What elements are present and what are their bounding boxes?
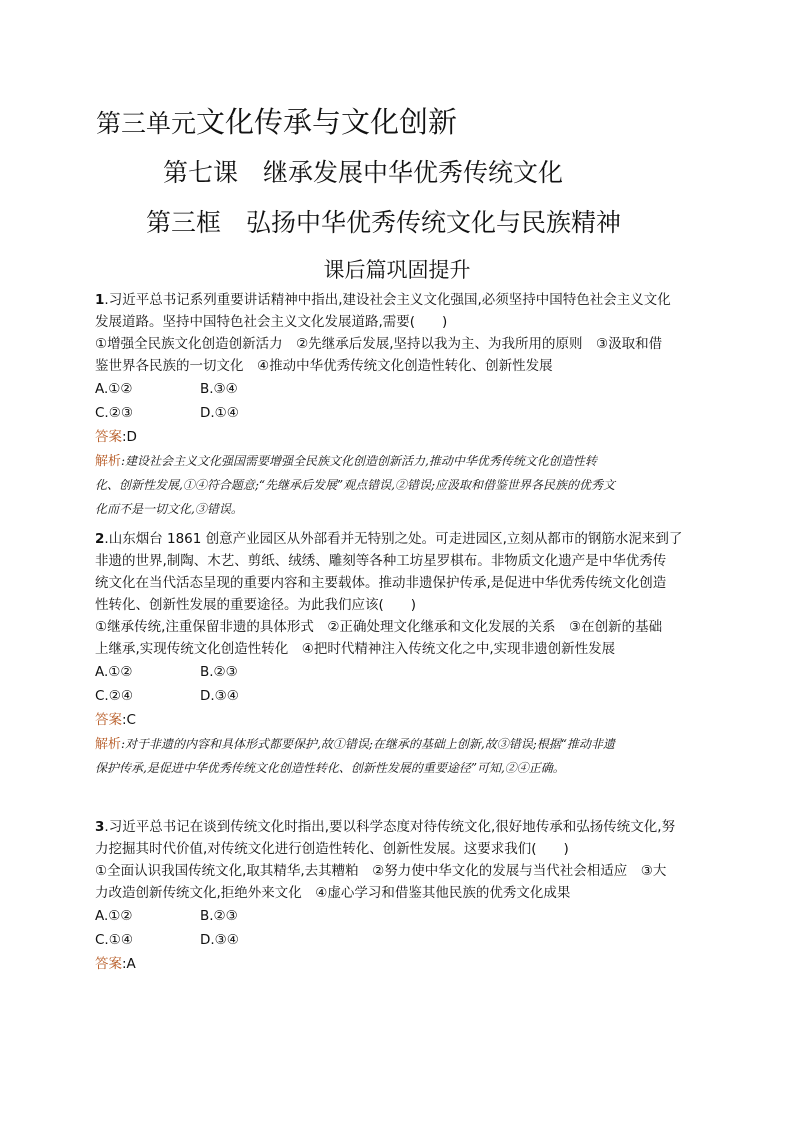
choice-line: ①增强全民族文化创造创新活力 ②先继承后发展,坚持以我为主、为我所用的原则 ③汲取和借 [95,336,663,352]
question-stem-line: 2.山东烟台 1861 创意产业园区从外部看并无特别之处。可走进园区,立刻从都市的钢筋水泥来到了 [95,531,683,547]
option-row [95,928,697,952]
question-stem-line: 力挖掘其时代价值,对传统文化进行创造性转化、创新性发展。这要求我们( ) [95,841,569,857]
choice-line: ①全面认识我国传统文化,取其精华,去其糟粕 ②努力使中华文化的发展与当代社会相适应 ③大 [95,863,667,879]
answer-label: 答案 [95,956,122,972]
answer [95,952,697,976]
answer [95,425,697,449]
explanation-line: 化而不是一切文化,③错误。 [95,502,243,516]
choice-line: ①继承传统,注重保留非遗的具体形式 ②正确处理文化继承和文化发展的关系 ③在创新的基础 [95,619,663,635]
unit-number: 第三单元 [96,109,197,138]
question-stem-line: 发展道路。坚持中国特色社会主义文化发展道路,需要( ) [95,314,448,330]
explanation-line: 解析:建设社会主义文化强国需要增强全民族文化创造创新活力,推动中华优秀传统文化创造性转 [95,454,597,469]
question-number: 1 [95,292,105,308]
option-row [95,401,697,425]
option-c: C.①④ [95,932,133,948]
option-row [95,904,697,928]
option-d: D.③④ [200,688,239,704]
choice-line: 上继承,实现传统文化创造性转化 ④把时代精神注入传统文化之中,实现非遗创新性发展 [95,641,616,657]
answer-label: 答案 [95,712,122,728]
explanation-label: 解析 [95,737,122,752]
option-a: A.①② [95,664,133,680]
answer-value: :C [122,712,136,728]
option-row [95,377,697,401]
unit-name: 文化传承与文化创新 [196,105,458,139]
option-d: D.③④ [200,932,239,948]
answer [95,708,697,732]
option-c: C.②④ [95,688,133,704]
option-row [95,684,697,708]
option-row [95,660,697,684]
option-b: B.③④ [200,381,238,397]
explanation-line: 保护传承,是促进中华优秀传统文化创造性转化、创新性发展的重要途径”可知,②④正确。 [95,761,565,775]
question-2 [95,528,697,780]
option-a: A.①② [95,908,133,924]
answer-value: :A [122,956,136,972]
section-title: 课后篇巩固提升 [323,258,471,282]
question-number: 2 [95,531,105,547]
question-3 [95,816,697,976]
question-stem-line: 3.习近平总书记在谈到传统文化时指出,要以科学态度对待传统文化,很好地传承和弘扬传统文化,努 [95,819,676,835]
option-a: A.①② [95,381,133,397]
answer-value: :D [122,429,137,445]
explanation-label: 解析 [95,454,122,469]
option-c: C.②③ [95,405,133,421]
option-d: D.①④ [200,405,239,421]
question-number: 3 [95,819,105,835]
option-b: B.②③ [200,664,238,680]
option-b: B.②③ [200,908,238,924]
answer-label: 答案 [95,429,122,445]
explanation-line: 化、创新性发展,①④符合题意;“先继承后发展”观点错误,②错误;应汲取和借鉴世界各民族的优秀文 [95,478,615,492]
question-stem-line: 统文化在当代活态呈现的重要内容和主要载体。推动非遗保护传承,是促进中华优秀传统文化创造 [95,575,667,591]
question-1 [95,289,697,521]
question-stem-line: 1.习近平总书记系列重要讲话精神中指出,建设社会主义文化强国,必须坚持中国特色社会主义文化 [95,292,671,308]
lesson-title: 第七课 继承发展中华优秀传统文化 [163,158,564,187]
choice-line: 力改造创新传统文化,拒绝外来文化 ④虚心学习和借鉴其他民族的优秀文化成果 [95,885,571,901]
explanation-line: 解析:对于非遗的内容和具体形式都要保护,故①错误;在继承的基础上创新,故③错误;根据“推动非遗 [95,737,615,752]
unit-title [96,100,457,141]
question-stem-line: 非遗的世界,制陶、木艺、剪纸、绒绣、雕刻等各种工坊星罗棋布。非物质文化遗产是中华优秀传 [95,553,667,569]
question-stem-line: 性转化、创新性发展的重要途径。为此我们应该( ) [95,597,417,613]
frame-title: 第三框 弘扬中华优秀传统文化与民族精神 [146,208,622,237]
choice-line: 鉴世界各民族的一切文化 ④推动中华优秀传统文化创造性转化、创新性发展 [95,358,553,374]
